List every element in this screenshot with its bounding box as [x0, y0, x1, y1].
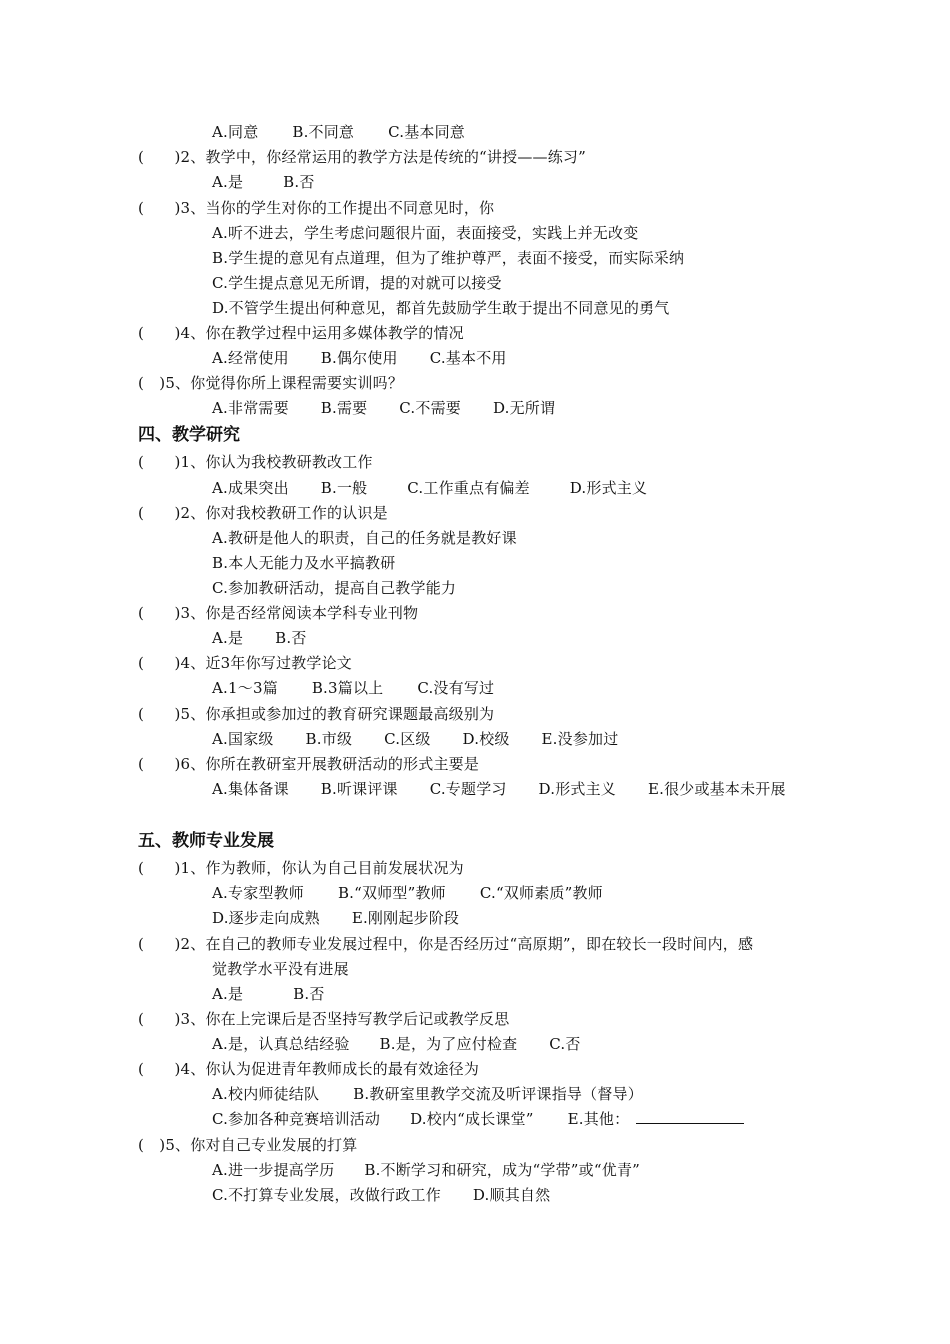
other-fill-in-blank[interactable] — [636, 1109, 744, 1124]
s5-q2-options — [212, 984, 325, 1004]
option: A.国家级 — [212, 730, 274, 748]
question-text: 1、作为教师，你认为自己目前发展状况为 — [180, 859, 464, 877]
option: C.参加各种竞赛培训活动 — [212, 1110, 381, 1128]
question-text: 4、你认为促进青年教师成长的最有效途径为 — [180, 1060, 480, 1078]
s4-q2-option-c: C.参加教研活动，提高自己教学能力 — [212, 579, 457, 597]
s5-q1-question — [138, 858, 464, 878]
question-text: 5、你承担或参加过的教育研究课题最高级别为 — [180, 705, 495, 723]
s5-q5-question — [138, 1135, 357, 1155]
s3-q2-question — [138, 147, 586, 167]
option: D.无所谓 — [492, 399, 556, 417]
s5-q2-question-cont: 觉教学水平没有进展 — [212, 960, 349, 978]
option: C.否 — [549, 1035, 581, 1053]
s4-q3-options — [212, 628, 307, 648]
answer-blank[interactable]: ( ) — [138, 935, 181, 953]
answer-blank[interactable]: ( ) — [138, 374, 166, 392]
s3-q4-options — [212, 348, 507, 368]
s4-q2-option-a: A.教研是他人的职责，自己的任务就是教好课 — [212, 529, 517, 547]
answer-blank[interactable]: ( ) — [138, 654, 181, 672]
option: A.专家型教师 — [212, 884, 305, 902]
answer-blank[interactable]: ( ) — [138, 755, 181, 773]
option: A.是 — [212, 985, 244, 1003]
s5-q5-options-row1 — [212, 1160, 640, 1180]
option: E.没参加过 — [541, 730, 619, 748]
s4-q6-options — [212, 779, 786, 799]
option: E.其他： — [567, 1110, 630, 1128]
question-text: 4、你在教学过程中运用多媒体教学的情况 — [180, 324, 464, 342]
question-text: 1、你认为我校教研教改工作 — [180, 453, 373, 471]
s4-q6-question — [138, 754, 479, 774]
option: B.是，为了应付检查 — [379, 1035, 518, 1053]
option: D.逐步走向成熟 — [212, 909, 320, 927]
option: C.“双师素质”教师 — [479, 884, 603, 902]
answer-blank[interactable]: ( ) — [138, 705, 181, 723]
s3-q3-option-c: C.学生提点意见无所谓，提的对就可以接受 — [212, 274, 502, 292]
option: C.不需要 — [399, 399, 461, 417]
answer-blank[interactable]: ( ) — [138, 199, 181, 217]
s4-q2-option-b: B.本人无能力及水平搞教研 — [212, 554, 396, 572]
option: D.校内“成长课堂” — [410, 1110, 534, 1128]
option: A.进一步提高学历 — [212, 1161, 335, 1179]
answer-blank[interactable]: ( ) — [138, 1060, 181, 1078]
option: B.偶尔使用 — [320, 349, 398, 367]
section-4-heading: 四、教学研究 — [138, 425, 240, 445]
answer-blank[interactable]: ( ) — [138, 504, 181, 522]
option: D.顺其自然 — [472, 1186, 551, 1204]
question-text: 2、教学中，你经常运用的教学方法是传统的“讲授——练习” — [180, 148, 586, 166]
question-text: 5、你觉得你所上课程需要实训吗？ — [165, 374, 404, 392]
option: B.不同意 — [292, 123, 355, 141]
answer-blank[interactable]: ( ) — [138, 859, 181, 877]
option: E.刚刚起步阶段 — [351, 909, 460, 927]
option: A.经常使用 — [212, 349, 289, 367]
s5-q1-options-row1 — [212, 883, 603, 903]
option: A.同意 — [212, 123, 259, 141]
option: A.集体备课 — [212, 780, 289, 798]
s4-q4-question — [138, 653, 352, 673]
s3-q3-option-a: A.听不进去，学生考虑问题很片面，表面接受，实践上并无改变 — [212, 224, 639, 242]
option: B.否 — [283, 173, 315, 191]
option: A.是，认真总结经验 — [212, 1035, 350, 1053]
s4-q5-options — [212, 729, 618, 749]
s3-q1-options — [212, 122, 465, 142]
section-5-heading: 五、教师专业发展 — [138, 831, 274, 851]
option: D.形式主义 — [569, 479, 648, 497]
s3-q5-options — [212, 398, 555, 418]
answer-blank[interactable]: ( ) — [138, 1010, 181, 1028]
s5-q3-question — [138, 1009, 509, 1029]
option: B.3篇以上 — [311, 679, 384, 697]
question-text: 6、你所在教研室开展教研活动的形式主要是 — [180, 755, 480, 773]
option: B.教研室里教学交流及听评课指导（督导） — [353, 1085, 643, 1103]
option: D.校级 — [462, 730, 510, 748]
s5-q4-question — [138, 1059, 479, 1079]
option: B.一般 — [320, 479, 368, 497]
option: A.成果突出 — [212, 479, 289, 497]
s3-q3-option-b: B.学生提的意见有点道理，但为了维护尊严，表面不接受，而实际采纳 — [212, 249, 685, 267]
option: D.形式主义 — [538, 780, 617, 798]
question-text: 2、在自己的教师专业发展过程中，你是否经历过“高原期”，即在较长一段时间内，感 — [180, 935, 754, 953]
s5-q2-question — [138, 934, 753, 954]
option: E.很少或基本未开展 — [647, 780, 786, 798]
option: C.基本不用 — [429, 349, 507, 367]
option: A.非常需要 — [212, 399, 289, 417]
option: C.区级 — [384, 730, 431, 748]
option: A.校内师徒结队 — [212, 1085, 320, 1103]
s3-q4-question — [138, 323, 464, 343]
s4-q4-options — [212, 678, 494, 698]
s5-q4-options-row1 — [212, 1084, 643, 1104]
s5-q3-options — [212, 1034, 581, 1054]
option: B.听课评课 — [320, 780, 398, 798]
question-text: 3、你是否经常阅读本学科专业刊物 — [180, 604, 419, 622]
question-text: 3、你在上完课后是否坚持写教学后记或教学反思 — [180, 1010, 510, 1028]
option: A.是 — [212, 629, 244, 647]
answer-blank[interactable]: ( ) — [138, 453, 181, 471]
option: B.否 — [275, 629, 307, 647]
question-text: 4、近3年你写过教学论文 — [180, 654, 353, 672]
option: C.不打算专业发展，改做行政工作 — [212, 1186, 441, 1204]
answer-blank[interactable]: ( ) — [138, 1136, 166, 1154]
s4-q1-options — [212, 478, 647, 498]
s5-q4-options-row2 — [212, 1109, 744, 1129]
answer-blank[interactable]: ( ) — [138, 148, 181, 166]
s5-q5-options-row2 — [212, 1185, 550, 1205]
question-text: 3、当你的学生对你的工作提出不同意见时，你 — [180, 199, 495, 217]
option: B.否 — [293, 985, 325, 1003]
question-text: 2、你对我校教研工作的认识是 — [180, 504, 388, 522]
s4-q5-question — [138, 704, 494, 724]
option: C.专题学习 — [429, 780, 507, 798]
option: B.需要 — [320, 399, 368, 417]
s3-q2-options — [212, 172, 315, 192]
option: C.工作重点有偏差 — [407, 479, 530, 497]
s3-q3-option-d: D.不管学生提出何种意见，都首先鼓励学生敢于提出不同意见的勇气 — [212, 299, 670, 317]
option: A.是 — [212, 173, 244, 191]
option: B.不断学习和研究，成为“学带”或“优青” — [364, 1161, 641, 1179]
s4-q3-question — [138, 603, 418, 623]
s5-q1-options-row2 — [212, 908, 459, 928]
option: C.基本同意 — [388, 123, 465, 141]
option: B.市级 — [305, 730, 353, 748]
question-text: 5、你对自己专业发展的打算 — [165, 1136, 358, 1154]
answer-blank[interactable]: ( ) — [138, 324, 181, 342]
s3-q5-question — [138, 373, 403, 393]
answer-blank[interactable]: ( ) — [138, 604, 181, 622]
option: A.1～3篇 — [212, 679, 278, 697]
s4-q2-question — [138, 503, 388, 523]
s3-q3-question — [138, 198, 494, 218]
s4-q1-question — [138, 452, 373, 472]
option: C.没有写过 — [417, 679, 495, 697]
option: B.“双师型”教师 — [337, 884, 446, 902]
